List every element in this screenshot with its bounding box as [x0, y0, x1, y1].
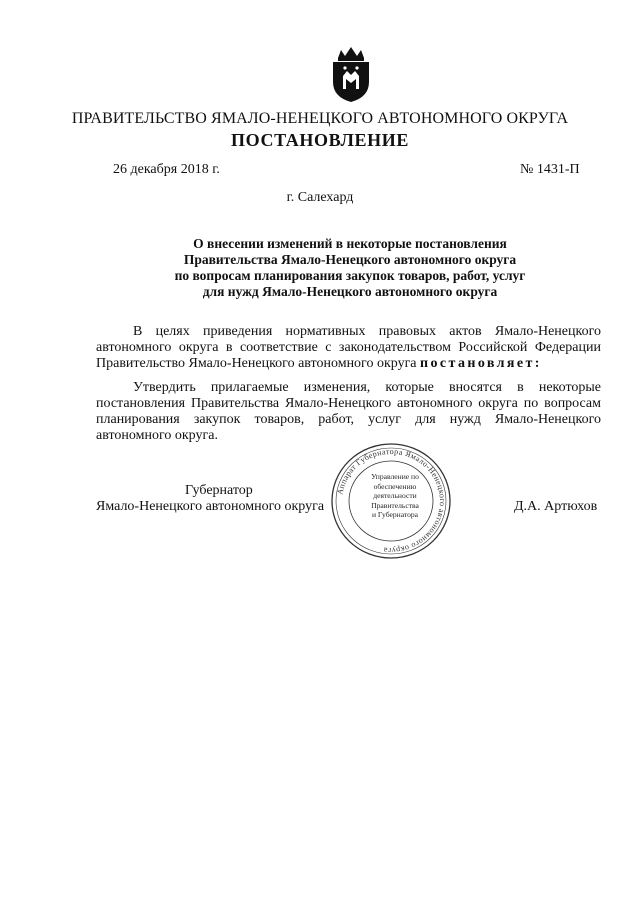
subject-line: О внесении изменений в некоторые постановления — [193, 236, 507, 251]
preamble-paragraph — [96, 324, 601, 372]
resolves-keyword: постановляет: — [420, 356, 542, 371]
signatory-region: Ямало-Ненецкого автономного округа — [96, 499, 325, 514]
seal-line: деятельности — [373, 491, 417, 501]
seal-ring-text: Аппарат Губернатора Ямало-Ненецкого автономного округа — [335, 446, 448, 556]
document-number: № 1431-П — [520, 162, 580, 177]
seal-line: Управление по — [371, 472, 419, 481]
signatory-position: Губернатор — [185, 483, 253, 498]
document-subject — [100, 236, 600, 300]
document-type-title: ПОСТАНОВЛЕНИЕ — [231, 130, 409, 150]
subject-line: для нужд Ямало-Ненецкого автономного округа — [202, 284, 498, 299]
government-title: ПРАВИТЕЛЬСТВО ЯМАЛО-НЕНЕЦКОГО АВТОНОМНОГО ОКРУГА — [71, 110, 569, 127]
subject-line: Правительства Ямало-Ненецкого автономного округа — [183, 252, 517, 267]
seal-line: и Губернатора — [371, 510, 419, 520]
document-city: г. Салехард — [286, 190, 354, 205]
coat-of-arms-emblem-icon — [330, 44, 372, 104]
signatory-name: Д.А. Артюхов — [514, 499, 598, 514]
subject-line: по вопросам планирования закупок товаров, работ, услуг — [174, 268, 526, 283]
resolution-paragraph — [96, 380, 601, 444]
resolution-text: Утвердить прилагаемые изменения, которые вносятся в некоторые постановления Правительства Ямало-Ненецкого автономного округа по вопросам планирования закупок товаров, работ, услуг для нужд Ямало-Ненецкого автономного округа. — [96, 380, 601, 443]
preamble-text: В целях приведения нормативных правовых актов Ямало-Ненецкого автономного округа в соответствие с законодательством Российской Федерации Правительство Ямало-Ненецкого автономного округа — [96, 324, 601, 371]
seal-line: обеспечению — [373, 481, 417, 491]
seal-line: Правительства — [371, 500, 419, 510]
document-date: 26 декабря 2018 г. — [113, 162, 220, 177]
seal-center-text — [357, 472, 433, 520]
